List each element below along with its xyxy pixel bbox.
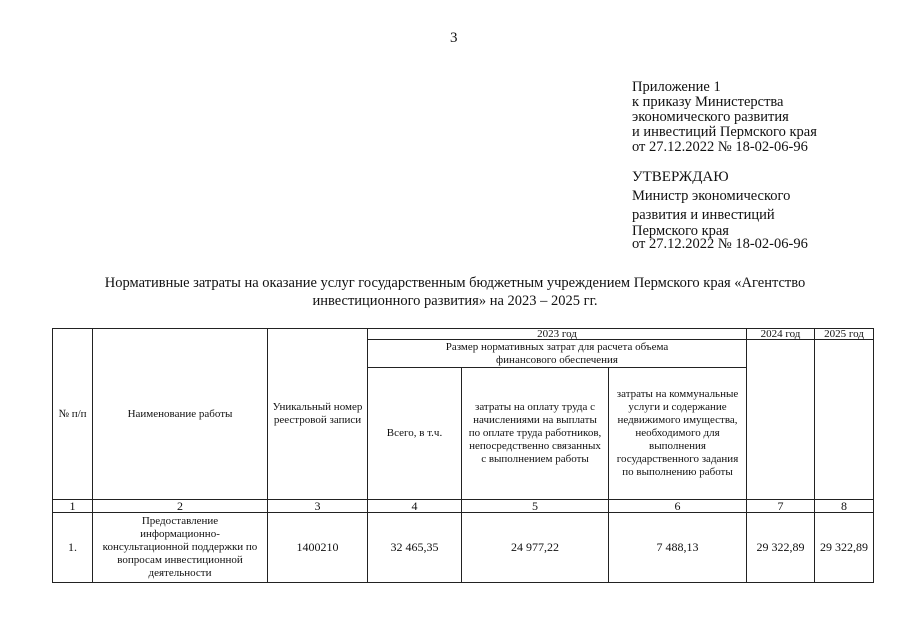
appendix-line: экономического развития — [632, 109, 789, 125]
appendix-line: к приказу Министерства — [632, 94, 784, 110]
header-labor: затраты на оплату труда с начислениями на выплаты по оплате труда работников, непосредственно связанных с выполнением работы — [462, 368, 609, 500]
cell-utilities: 7 488,13 — [609, 513, 747, 583]
appendix-block — [632, 80, 817, 155]
approval-line: от 27.12.2022 № 18-02-06-96 — [632, 236, 808, 252]
approval-line: УТВЕРЖДАЮ — [632, 169, 729, 185]
header-total: Всего, в т.ч. — [368, 368, 462, 500]
document-title — [60, 274, 850, 310]
header-size: Размер нормативных затрат для расчета объема финансового обеспечения — [368, 340, 747, 368]
column-number: 1 — [53, 500, 93, 513]
approval-line: развития и инвестиций — [632, 207, 775, 223]
header-2024-empty — [747, 340, 815, 500]
cell-registry: 1400210 — [268, 513, 368, 583]
header-2025-empty — [815, 340, 874, 500]
column-number: 2 — [93, 500, 268, 513]
page-number: 3 — [450, 30, 458, 46]
header-registry: Уникальный номер реестровой записи — [268, 329, 368, 500]
column-number: 7 — [747, 500, 815, 513]
column-number: 5 — [462, 500, 609, 513]
column-number: 3 — [268, 500, 368, 513]
appendix-line: и инвестиций Пермского края — [632, 124, 817, 140]
cell-2024: 29 322,89 — [747, 513, 815, 583]
header-num: № п/п — [53, 329, 93, 500]
approval-line: Пермского края — [632, 223, 729, 239]
appendix-line: Приложение 1 — [632, 79, 721, 95]
header-2025: 2025 год — [815, 329, 874, 340]
appendix-line: от 27.12.2022 № 18-02-06-96 — [632, 139, 808, 155]
cell-labor: 24 977,22 — [462, 513, 609, 583]
cost-table — [52, 328, 874, 583]
cell-num: 1. — [53, 513, 93, 583]
column-number: 4 — [368, 500, 462, 513]
title-line: инвестиционного развития» на 2023 – 2025 гг. — [312, 293, 598, 309]
title-line: Нормативные затраты на оказание услуг государственным бюджетным учреждением Пермского края «Агентство — [104, 275, 806, 291]
header-2023: 2023 год — [368, 329, 747, 340]
header-2024: 2024 год — [747, 329, 815, 340]
approval-block — [632, 168, 808, 251]
cell-2025: 29 322,89 — [815, 513, 874, 583]
cell-name: Предоставление информационно-консультационной поддержки по вопросам инвестиционной деятельности — [93, 513, 268, 583]
header-name: Наименование работы — [93, 329, 268, 500]
column-number: 8 — [815, 500, 874, 513]
cell-total: 32 465,35 — [368, 513, 462, 583]
table-row — [53, 513, 874, 583]
approval-line: Министр экономического — [632, 188, 791, 204]
header-utilities: затраты на коммунальные услуги и содержание недвижимого имущества, необходимого для выполнения государственного задания по выполнению работы — [609, 368, 747, 500]
column-number: 6 — [609, 500, 747, 513]
